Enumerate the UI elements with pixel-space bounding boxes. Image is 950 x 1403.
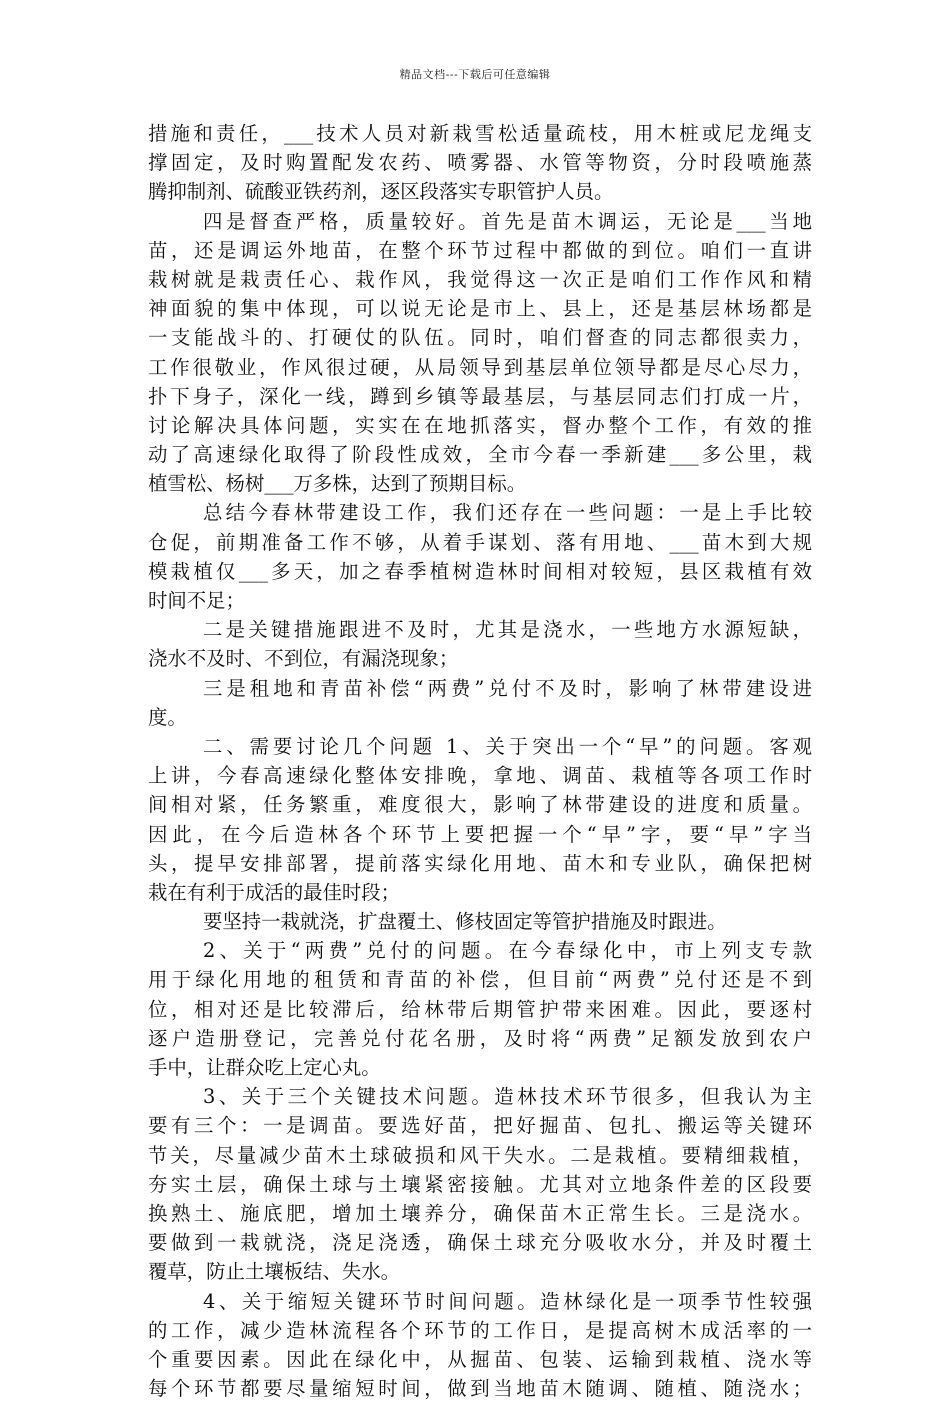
text-line: 栽在有利于成活的最佳时段；: [148, 880, 401, 904]
text-line: 节关，尽量减少苗木土球破损和风干失水。二是栽植。要精细栽植，: [148, 1143, 812, 1167]
text-line: 神面貌的集中体现，可以说无论是市上、县上，还是基层林场都是: [148, 297, 812, 321]
text-line: 三是租地和青苗补偿“两费”兑付不及时，影响了林带建设进: [203, 676, 812, 700]
text-line: 二是关键措施跟进不及时，尤其是浇水，一些地方水源短缺，: [203, 618, 812, 642]
text-line: 4、关于缩短关键环节时间问题。造林绿化是一项季节性较强: [203, 1289, 812, 1313]
text-line: 个重要因素。因此在绿化中，从掘苗、包装、运输到栽植、浇水等: [148, 1347, 812, 1371]
text-line: 2、关于“两费”兑付的问题。在今春绿化中，市上列支专款: [203, 939, 812, 963]
text-line: 用于绿化用地的租赁和青苗的补偿，但目前“两费”兑付还是不到: [148, 968, 812, 992]
text-line: 逐户造册登记，完善兑付花名册，及时将“两费”足额发放到农户: [148, 1026, 812, 1050]
text-line: 一支能战斗的、打硬仗的队伍。同时，咱们督查的同志都很卖力，: [148, 326, 812, 350]
text-line: 的工作，减少造林流程各个环节的工作日，是提高树木成活率的一: [148, 1318, 812, 1342]
text-line: 换熟土、施底肥，增加土壤养分，确保苗木正常生长。三是浇水。: [148, 1201, 812, 1225]
text-line: 手中，让群众吃上定心丸。: [148, 1056, 381, 1079]
text-line: 工作很敬业，作风很过硬，从局领导到基层单位领导都是尽心尽力，: [148, 355, 812, 379]
text-line: 总结今春林带建设工作，我们还存在一些问题：一是上手比较: [203, 501, 812, 525]
text-line: 栽树就是栽责任心、栽作风，我觉得这一次正是咱们工作作风和精: [148, 267, 812, 291]
text-line: 扑下身子，深化一线，蹲到乡镇等最基层，与基层同志们打成一片，: [148, 384, 812, 408]
text-line: 浇水不及时、不到位，有漏浇现象；: [148, 647, 459, 671]
text-line: 位，相对还是比较滞后，给林带后期管护带来困难。因此，要逐村: [148, 997, 812, 1021]
text-line: 每个环节都要尽量缩短时间，做到当地苗木随调、随植、随浇水；: [148, 1377, 812, 1401]
text-line: 上讲，今春高速绿化整体安排晚，拿地、调苗、栽植等各项工作时: [148, 764, 812, 788]
text-line: 腾抑制剂、硫酸亚铁药剂，逐区段落实专职管护人员。: [148, 180, 614, 204]
text-line: 讨论解决具体问题，实实在在地抓落实，督办整个工作，有效的推: [148, 413, 812, 437]
text-line: 植雪松、杨树___万多株，达到了预期目标。: [148, 472, 527, 496]
text-line: 3、关于三个关键技术问题。造林技术环节很多，但我认为主: [203, 1085, 812, 1109]
text-line: 间相对紧，任务繁重，难度很大，影响了林带建设的进度和质量。: [148, 793, 812, 817]
text-line: 因此，在今后造林各个环节上要把握一个“早”字，要“早”字当: [148, 822, 812, 846]
text-line: 要做到一栽就浇，浇足浇透，确保土球充分吸收水分，并及时覆土: [148, 1231, 812, 1255]
text-line: 措施和责任，___技术人员对新栽雪松适量疏枝，用木桩或尼龙绳支: [148, 122, 812, 145]
text-line: 苗，还是调运外地苗，在整个环节过程中都做的到位。咱们一直讲: [148, 238, 812, 262]
page-header: 精品文档---下载后可任意编辑: [399, 68, 551, 81]
text-line: 头，提早安排部署，提前落实绿化用地、苗木和专业队，确保把树: [148, 851, 812, 875]
text-line: 二、需要讨论几个问题 1、关于突出一个“早”的问题。客观: [203, 734, 812, 758]
document-body: [148, 119, 812, 1403]
text-line: 时间不足；: [148, 589, 245, 612]
text-line: 度。: [148, 705, 187, 729]
text-line: 要有三个：一是调苗。要选好苗，把好掘苗、包扎、搬运等关键环: [148, 1114, 812, 1138]
text-line: 覆草，防止土壤板结、失水。: [148, 1260, 401, 1284]
text-line: 四是督查严格，质量较好。首先是苗木调运，无论是___当地: [203, 209, 812, 233]
text-line: 夯实土层，确保土球与土壤紧密接触。尤其对立地条件差的区段要: [148, 1172, 812, 1196]
text-line: 仓促，前期准备工作不够，从着手谋划、落有用地、___苗木到大规: [148, 530, 812, 554]
text-line: 模栽植仅___多天，加之春季植树造林时间相对较短，县区栽植有效: [148, 559, 812, 583]
text-line: 撑固定，及时购置配发农药、喷雾器、水管等物资，分时段喷施蒸: [148, 151, 812, 175]
text-line: 动了高速绿化取得了阶段性成效，全市今春一季新建___多公里，栽: [148, 443, 812, 467]
text-line: 要坚持一栽就浇，扩盘覆土、修枝固定等管护措施及时跟进。: [203, 910, 727, 934]
